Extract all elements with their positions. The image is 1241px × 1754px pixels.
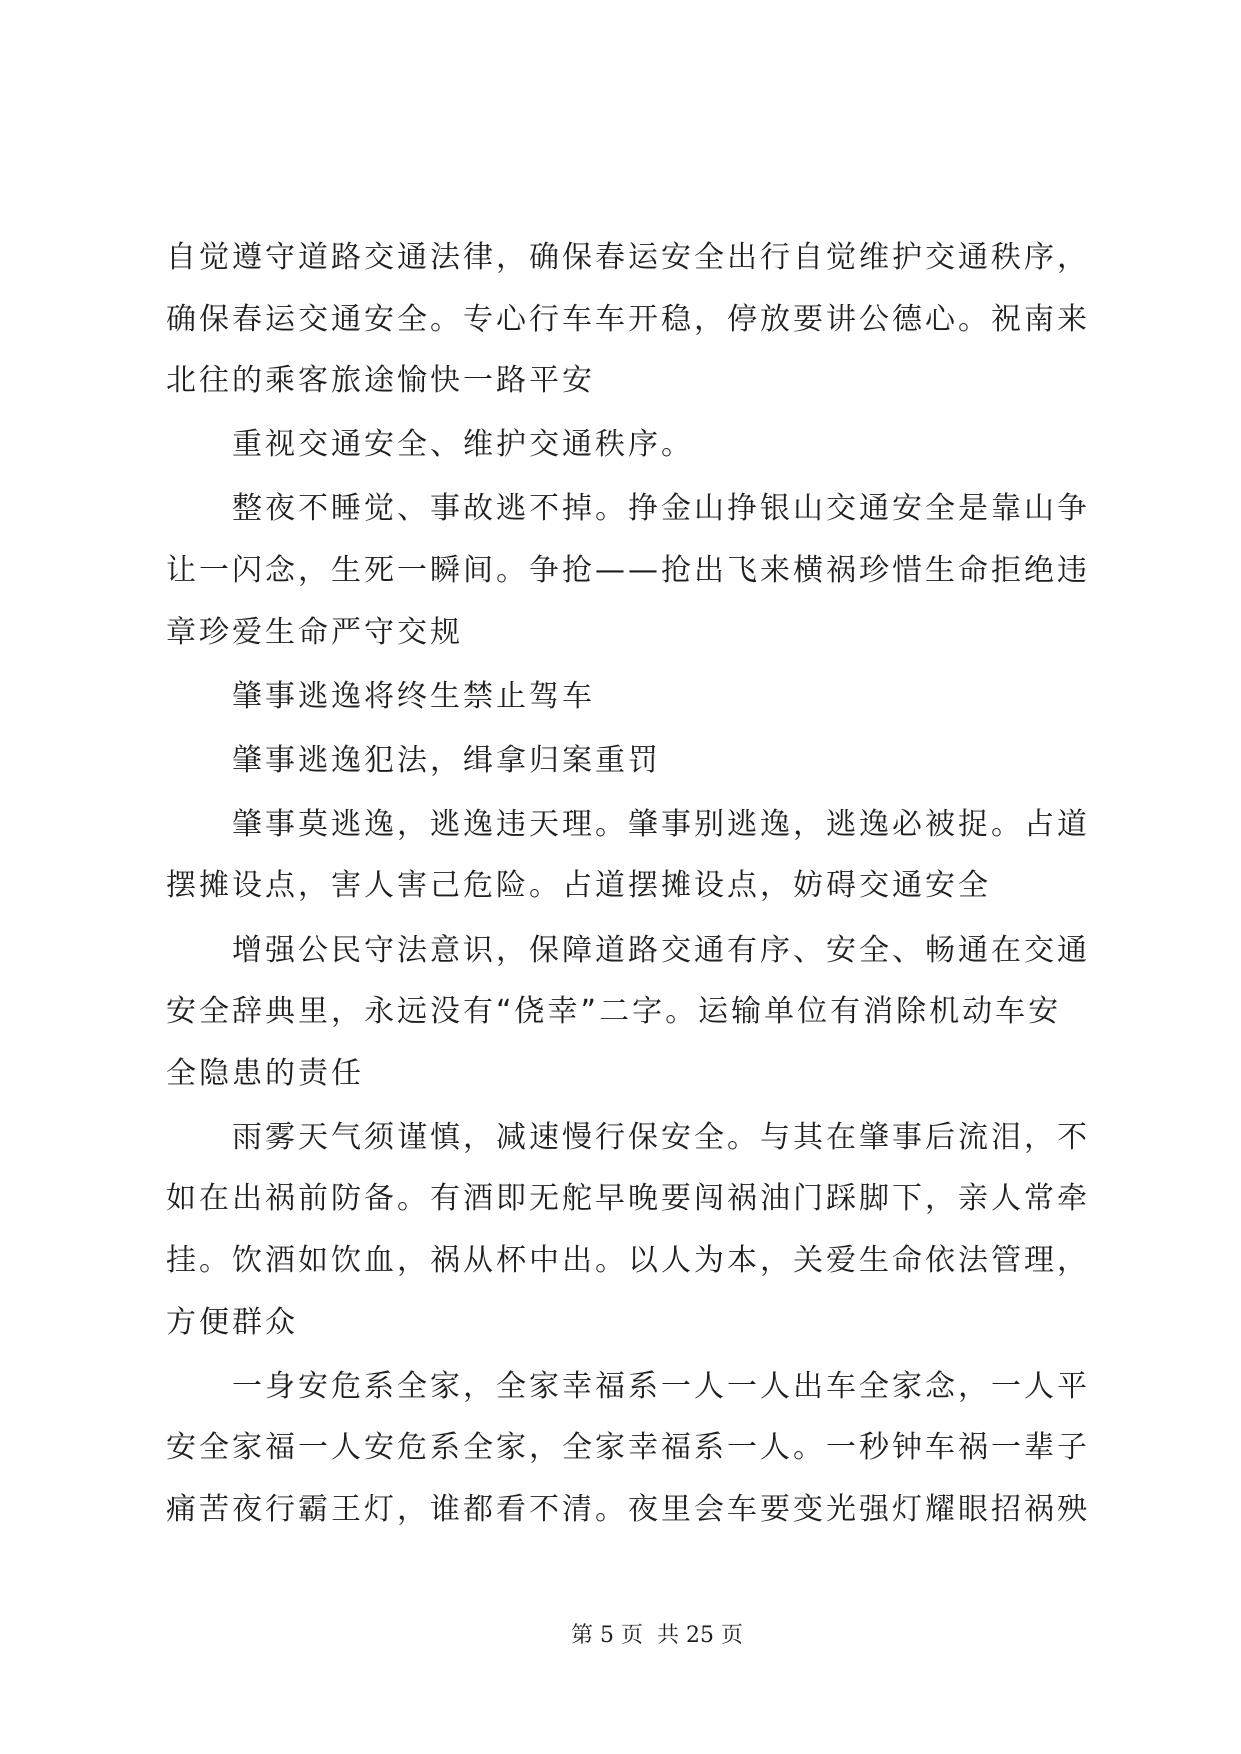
text-line: 肇事逃逸犯法，缉拿归案重罚 xyxy=(232,742,661,778)
text-line: 北往的乘客旅途愉快一路平安 xyxy=(166,363,595,399)
text-line: 重视交通安全、维护交通秩序。 xyxy=(232,427,694,463)
text-line: 安全家福一人安危系全家，全家幸福系一人。一秒钟车祸一辈子 xyxy=(166,1430,1090,1466)
text-line: 自觉遵守道路交通法律，确保春运安全出行自觉维护交通秩序， xyxy=(166,240,1090,275)
paragraph xyxy=(166,1356,1096,1541)
text-line: 方便群众 xyxy=(166,1304,298,1340)
text-line: 整夜不睡觉、事故逃不掉。挣金山挣银山交通安全是靠山争 xyxy=(232,491,1090,527)
text-line: 如在出祸前防备。有酒即无舵早晚要闯祸油门踩脚下，亲人常牵 xyxy=(166,1181,1090,1217)
paragraph xyxy=(166,730,1096,792)
paragraph xyxy=(166,794,1096,917)
paragraph xyxy=(166,414,1096,476)
text-line: 肇事莫逃逸，逃逸违天理。肇事别逃逸，逃逸必被捉。占道 xyxy=(232,806,1090,842)
text-line: 确保春运交通安全。专心行车车开稳，停放要讲公德心。祝南来 xyxy=(166,301,1090,337)
paragraph xyxy=(166,227,1096,412)
text-line: 挂。饮酒如饮血，祸从杯中出。以人为本，关爱生命依法管理， xyxy=(166,1243,1090,1278)
text-line: 一身安危系全家，全家幸福系一人一人出车全家念，一人平 xyxy=(232,1368,1090,1404)
document-body xyxy=(166,227,1096,1540)
paragraph xyxy=(166,920,1096,1105)
text-line: 增强公民守法意识，保障道路交通有序、安全、畅通在交通 xyxy=(232,932,1090,968)
page-number-footer: 第 5 页 共 25 页 xyxy=(571,1623,743,1648)
text-line: 安全辞典里，永远没有“侥幸”二字。运输单位有消除机动车安 xyxy=(166,994,1062,1030)
text-line: 雨雾天气须谨慎，减速慢行保安全。与其在肇事后流泪，不 xyxy=(232,1119,1090,1155)
text-line: 摆摊设点，害人害己危险。占道摆摊设点，妨碍交通安全 xyxy=(166,868,991,904)
paragraph xyxy=(166,478,1096,663)
paragraph xyxy=(166,1107,1096,1353)
text-line: 肇事逃逸将终生禁止驾车 xyxy=(232,678,595,714)
text-line: 章珍爱生命严守交规 xyxy=(166,614,463,650)
text-line: 让一闪念，生死一瞬间。争抢——抢出飞来横祸珍惜生命拒绝违 xyxy=(166,552,1090,588)
text-line: 痛苦夜行霸王灯，谁都看不清。夜里会车要变光强灯耀眼招祸殃 xyxy=(166,1491,1090,1527)
text-line: 全隐患的责任 xyxy=(166,1055,364,1091)
paragraph xyxy=(166,666,1096,728)
